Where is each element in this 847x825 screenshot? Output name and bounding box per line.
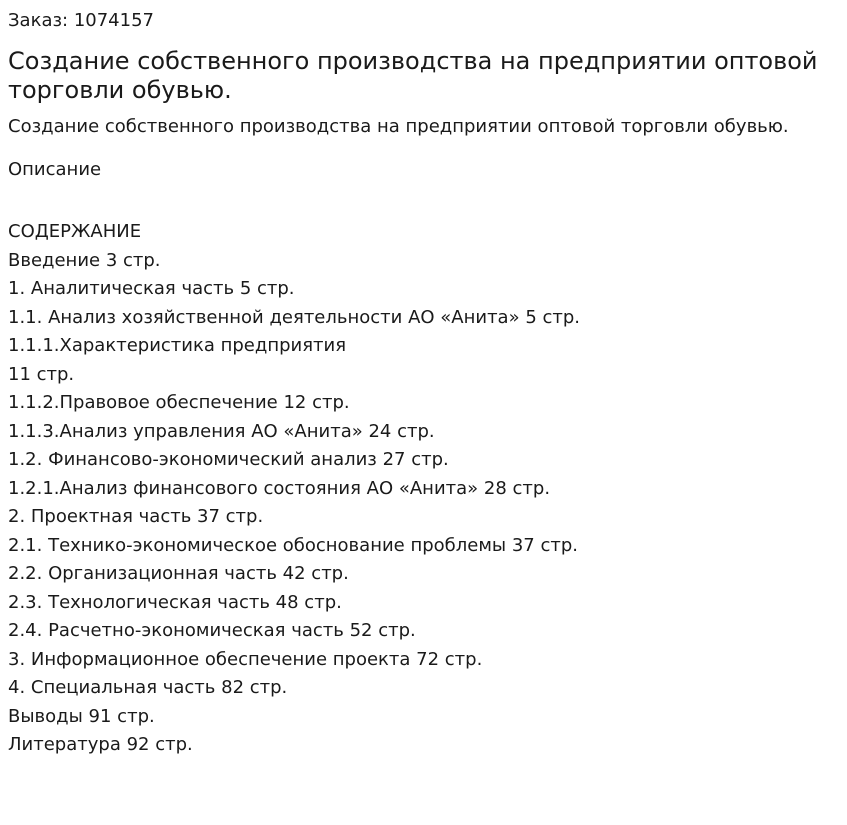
toc-item: 11 стр. — [8, 363, 75, 385]
toc-item: 2. Проектная часть 37 стр. — [8, 506, 264, 527]
toc-item: 2.3. Технологическая часть 48 стр. — [8, 591, 342, 613]
table-of-contents — [8, 218, 580, 760]
toc-item: 1.2.1.Анализ финансового состояния АО «Анита» 28 стр. — [8, 477, 551, 499]
toc-item: 1. Аналитическая часть 5 стр. — [8, 278, 295, 299]
toc-item: 1.1.3.Анализ управления АО «Анита» 24 стр. — [8, 420, 435, 442]
toc-item: 3. Информационное обеспечение проекта 72 стр. — [8, 648, 483, 670]
toc-item: 2.4. Расчетно-экономическая часть 52 стр. — [8, 620, 416, 641]
page-subtitle: Создание собственного производства на предприятии оптовой торговли обувью. — [8, 116, 789, 137]
toc-item: 4. Специальная часть 82 стр. — [8, 677, 288, 698]
toc-item: 1.1.2.Правовое обеспечение 12 стр. — [8, 392, 350, 413]
toc-item: 1.2. Финансово-экономический анализ 27 стр. — [8, 449, 449, 470]
order-number: Заказ: 1074157 — [8, 10, 154, 31]
description-label: Описание — [8, 159, 102, 180]
toc-item: Литература 92 стр. — [8, 734, 193, 755]
toc-item: 1.1. Анализ хозяйственной деятельности АО «Анита» 5 стр. — [8, 306, 581, 328]
page-title: Создание собственного производства на предприятии оптовой торговли обувью. — [8, 47, 818, 104]
toc-item: 2.1. Технико-экономическое обоснование проблемы 37 стр. — [8, 534, 579, 556]
toc-item: Выводы 91 стр. — [8, 705, 155, 727]
toc-item: Введение 3 стр. — [8, 249, 161, 271]
toc-heading: СОДЕРЖАНИЕ — [8, 221, 142, 242]
toc-item: 2.2. Организационная часть 42 стр. — [8, 563, 349, 584]
toc-item: 1.1.1.Характеристика предприятия — [8, 335, 347, 356]
